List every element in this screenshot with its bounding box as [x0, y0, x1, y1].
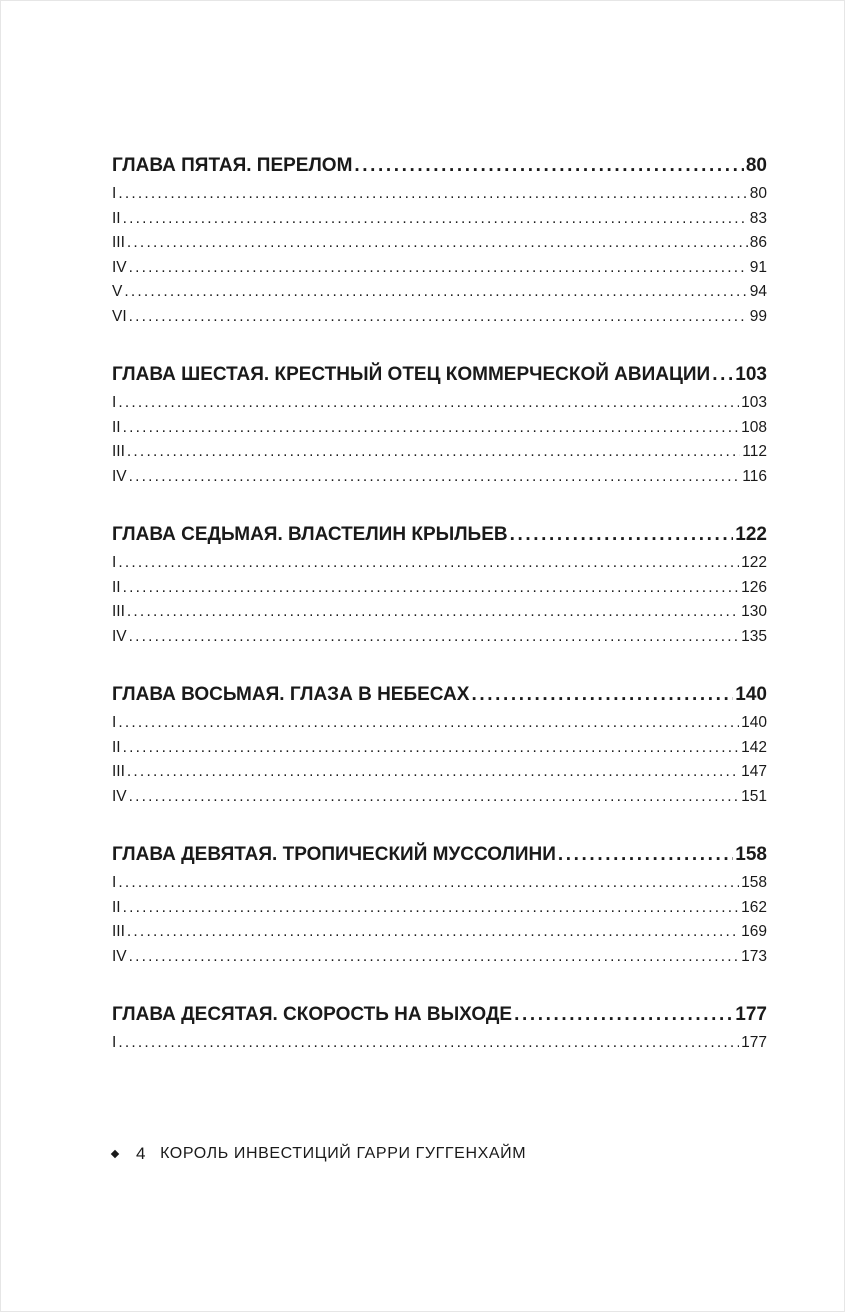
section-label: VI [112, 307, 127, 325]
dot-leader [129, 256, 748, 281]
dot-leader [123, 207, 748, 232]
section-label: II [112, 738, 121, 756]
diamond-icon [111, 1150, 119, 1158]
chapter-title: ГЛАВА ПЯТАЯ. ПЕРЕЛОМ [112, 155, 353, 176]
dot-leader [129, 945, 739, 970]
dot-leader [118, 551, 739, 576]
section-page: 142 [741, 738, 767, 756]
chapter-title: ГЛАВА ДЕСЯТАЯ. СКОРОСТЬ НА ВЫХОДЕ [112, 1004, 513, 1025]
dot-leader [123, 576, 740, 601]
section-row[interactable] [112, 625, 767, 650]
section-row[interactable] [112, 711, 767, 736]
dot-leader [129, 625, 739, 650]
dot-leader [127, 600, 739, 625]
dot-leader [118, 711, 739, 736]
dot-leader [471, 679, 733, 711]
chapter-page: 158 [735, 844, 767, 865]
dot-leader [127, 760, 739, 785]
dot-leader [129, 305, 748, 330]
chapter-10 [112, 999, 767, 1056]
section-page: 135 [741, 627, 767, 645]
chapter-title: ГЛАВА ШЕСТАЯ. КРЕСТНЫЙ ОТЕЦ КОММЕРЧЕСКОЙ АВИАЦИИ [112, 364, 711, 385]
section-row[interactable] [112, 920, 767, 945]
section-row[interactable] [112, 896, 767, 921]
section-label: I [112, 714, 117, 731]
running-title: КОРОЛЬ ИНВЕСТИЦИЙ ГАРРИ ГУГГЕНХАЙМ [160, 1145, 527, 1162]
section-label: I [112, 554, 117, 571]
section-row[interactable] [112, 1031, 767, 1056]
section-row[interactable] [112, 256, 767, 281]
section-page: 108 [741, 418, 767, 436]
section-page: 116 [742, 467, 767, 485]
dot-leader [118, 1031, 739, 1056]
section-page: 169 [741, 923, 767, 940]
dot-leader [354, 150, 743, 182]
dot-leader [712, 359, 733, 391]
section-row[interactable] [112, 391, 767, 416]
chapter-page: 177 [735, 1004, 767, 1025]
section-page: 83 [749, 209, 767, 227]
section-label: IV [112, 627, 127, 645]
section-label: II [112, 898, 121, 916]
dot-leader [129, 785, 739, 810]
section-row[interactable] [112, 465, 767, 490]
section-row[interactable] [112, 945, 767, 970]
chapter-7 [112, 519, 767, 649]
section-label: III [112, 443, 125, 460]
section-label: II [112, 209, 121, 227]
page-footer [110, 1142, 526, 1166]
dot-leader [118, 182, 747, 207]
section-label: IV [112, 467, 127, 485]
section-page: 140 [741, 714, 767, 731]
chapter-heading[interactable] [112, 359, 767, 391]
section-row[interactable] [112, 551, 767, 576]
section-page: 162 [741, 898, 767, 916]
section-page: 112 [742, 443, 767, 460]
dot-leader [118, 391, 739, 416]
chapter-page: 80 [745, 155, 767, 176]
chapter-heading[interactable] [112, 519, 767, 551]
section-row[interactable] [112, 305, 767, 330]
dot-leader [123, 736, 740, 761]
dot-leader [123, 896, 740, 921]
section-row[interactable] [112, 785, 767, 810]
section-page: 130 [741, 603, 767, 620]
chapter-title: ГЛАВА ВОСЬМАЯ. ГЛАЗА В НЕБЕСАХ [112, 684, 470, 705]
section-page: 122 [741, 554, 767, 571]
section-page: 158 [741, 874, 767, 891]
table-of-contents [112, 150, 767, 1086]
section-row[interactable] [112, 231, 767, 256]
dot-leader [124, 280, 747, 305]
chapter-5 [112, 150, 767, 329]
chapter-6 [112, 359, 767, 489]
chapter-title: ГЛАВА ДЕВЯТАЯ. ТРОПИЧЕСКИЙ МУССОЛИНИ [112, 844, 556, 865]
dot-leader [123, 416, 740, 441]
section-row[interactable] [112, 760, 767, 785]
section-label: III [112, 923, 125, 940]
chapter-heading[interactable] [112, 839, 767, 871]
dot-leader [510, 519, 734, 551]
dot-leader [127, 920, 739, 945]
section-label: I [112, 394, 117, 411]
section-row[interactable] [112, 871, 767, 896]
section-label: V [112, 283, 123, 300]
chapter-8 [112, 679, 767, 809]
dot-leader [127, 440, 740, 465]
section-label: I [112, 1034, 117, 1051]
chapter-heading[interactable] [112, 150, 767, 182]
section-label: III [112, 234, 125, 251]
section-page: 86 [749, 234, 767, 251]
chapter-heading[interactable] [112, 679, 767, 711]
chapter-heading[interactable] [112, 999, 767, 1031]
section-label: II [112, 418, 121, 436]
section-label: III [112, 603, 125, 620]
section-label: III [112, 763, 125, 780]
dot-leader [514, 999, 733, 1031]
chapter-page: 122 [735, 524, 767, 545]
section-row[interactable] [112, 736, 767, 761]
section-row[interactable] [112, 440, 767, 465]
section-label: I [112, 874, 117, 891]
chapter-title: ГЛАВА СЕДЬМАЯ. ВЛАСТЕЛИН КРЫЛЬЕВ [112, 524, 508, 545]
section-label: IV [112, 258, 127, 276]
chapter-9 [112, 839, 767, 969]
section-page: 103 [741, 394, 767, 411]
section-row[interactable] [112, 600, 767, 625]
page-number: 4 [136, 1144, 147, 1163]
section-page: 80 [749, 185, 767, 202]
section-page: 151 [741, 787, 767, 805]
section-label: IV [112, 947, 127, 965]
section-page: 147 [741, 763, 767, 780]
section-row[interactable] [112, 576, 767, 601]
dot-leader [129, 465, 741, 490]
dot-leader [118, 871, 739, 896]
section-page: 126 [741, 578, 767, 596]
section-page: 177 [741, 1034, 767, 1051]
section-row[interactable] [112, 182, 767, 207]
chapter-page: 103 [735, 364, 767, 385]
section-row[interactable] [112, 207, 767, 232]
chapter-page: 140 [735, 684, 767, 705]
section-label: II [112, 578, 121, 596]
section-page: 94 [749, 283, 767, 300]
section-page: 99 [749, 307, 767, 325]
section-row[interactable] [112, 280, 767, 305]
section-page: 91 [749, 258, 767, 276]
dot-leader [127, 231, 748, 256]
section-label: IV [112, 787, 127, 805]
section-label: I [112, 185, 117, 202]
section-row[interactable] [112, 416, 767, 441]
dot-leader [558, 839, 733, 871]
section-page: 173 [741, 947, 767, 965]
